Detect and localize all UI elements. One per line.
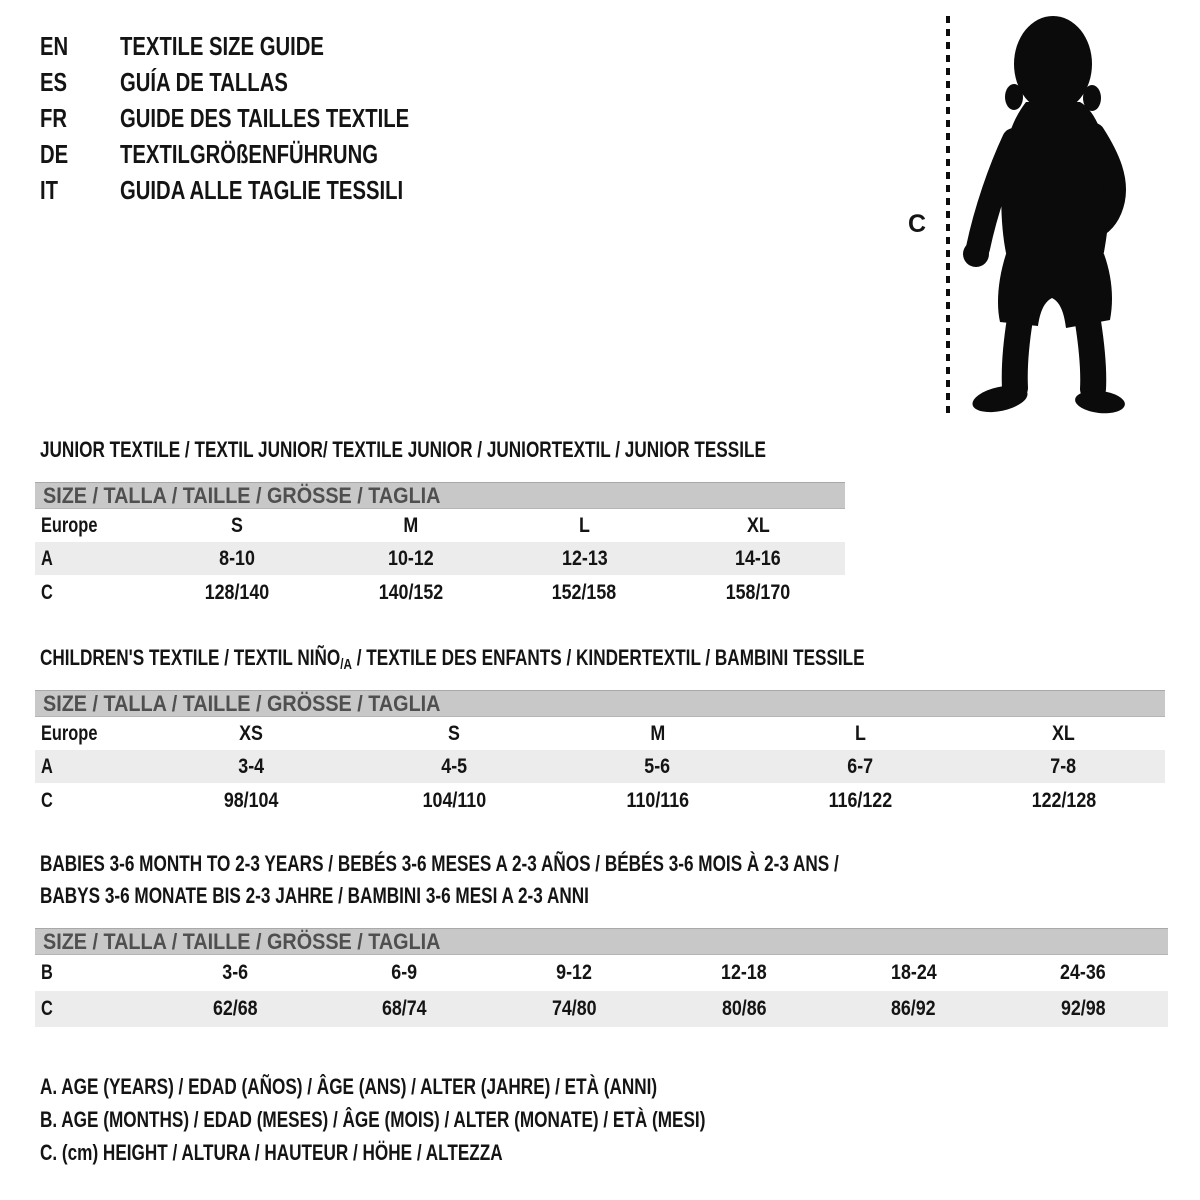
months-value: 6-9 (391, 961, 418, 984)
language-row (40, 136, 491, 172)
size-label: S (448, 721, 461, 745)
language-code: FR (40, 102, 68, 133)
babies-heading-line1: BABIES 3-6 MONTH TO 2-3 YEARS / BEBÉS 3-6 MESES A 2-3 AÑOS / BÉBÉS 3-6 MOIS À 2-3 ANS / (40, 851, 839, 876)
junior-column-header-row (35, 509, 845, 542)
row-label: A (41, 546, 53, 570)
language-row (40, 28, 491, 64)
height-value: 140/152 (378, 581, 443, 604)
measure-legend (40, 1070, 893, 1169)
children-column-header-row (35, 717, 1165, 750)
row-label: A (41, 754, 53, 778)
guide-title: GUIDE DES TAILLES TEXTILE (120, 102, 410, 133)
babies-height-row (35, 991, 1168, 1027)
age-value: 3-4 (238, 754, 265, 778)
height-value: 74/80 (551, 997, 597, 1020)
babies-months-row (35, 955, 1168, 991)
size-label: XL (746, 513, 770, 537)
row-label: C (41, 581, 53, 604)
legend-line-a: A. AGE (YEARS) / EDAD (AÑOS) / ÂGE (ANS) / ALTER (JAHRE) / ETÀ (ANNI) (40, 1074, 658, 1099)
age-value: 6-7 (847, 754, 874, 778)
region-label: Europe (41, 721, 98, 745)
guide-title: GUÍA DE TALLAS (120, 66, 288, 97)
language-code: ES (40, 66, 68, 97)
height-value: 86/92 (891, 997, 936, 1020)
height-value: 98/104 (224, 789, 279, 812)
height-value: 128/140 (204, 581, 270, 604)
age-value: 8-10 (219, 546, 255, 570)
row-label: C (41, 789, 53, 812)
language-row (40, 64, 491, 100)
language-title-list (40, 28, 491, 208)
height-value: 104/110 (422, 789, 487, 812)
height-value: 116/122 (828, 789, 893, 812)
children-age-row (35, 750, 1165, 783)
height-value: 158/170 (725, 581, 791, 604)
size-label: S (230, 513, 243, 537)
size-header-band: SIZE / TALLA / TAILLE / GRÖSSE / TAGLIA (35, 928, 1168, 955)
language-row (40, 172, 491, 208)
language-code: IT (40, 174, 59, 205)
months-value: 9-12 (556, 961, 593, 984)
height-value: 110/116 (626, 789, 689, 812)
babies-heading-line2: BABYS 3-6 MONATE BIS 2-3 JAHRE / BAMBINI 3-6 MESI A 2-3 ANNI (40, 883, 589, 908)
size-label: XL (1052, 721, 1075, 745)
junior-age-row (35, 542, 845, 575)
height-value: 152/158 (552, 581, 617, 604)
legend-line-b: B. AGE (MONTHS) / EDAD (MESES) / ÂGE (MOIS) / ALTER (MONATE) / ETÀ (MESI) (40, 1107, 706, 1132)
age-value: 5-6 (644, 754, 671, 778)
age-value: 14-16 (735, 546, 781, 570)
size-label: L (855, 721, 866, 745)
height-value: 62/68 (212, 997, 258, 1020)
row-label: C (41, 997, 53, 1020)
height-measure-dashed-line (946, 16, 950, 416)
junior-section-heading: JUNIOR TEXTILE / TEXTIL JUNIOR/ TEXTILE JUNIOR / JUNIORTEXTIL / JUNIOR TESSILE (40, 437, 766, 462)
size-label: M (650, 721, 665, 745)
children-section-heading: CHILDREN'S TEXTILE / TEXTIL NIÑO/A / TEXTILE DES ENFANTS / KINDERTEXTIL / BAMBINI TESSILE (40, 642, 1097, 677)
nino-a-subscript: /A (340, 656, 352, 673)
age-value: 12-13 (561, 546, 608, 570)
region-label: Europe (41, 513, 98, 537)
size-label: M (403, 513, 419, 537)
age-value: 10-12 (387, 546, 434, 570)
height-value: 92/98 (1060, 997, 1106, 1020)
junior-size-table (35, 482, 845, 611)
height-value: 68/74 (382, 997, 427, 1020)
language-row (40, 100, 491, 136)
guide-title: GUIDA ALLE TAGLIE TESSILI (120, 174, 404, 205)
toddler-silhouette-icon (958, 12, 1142, 418)
age-value: 4-5 (441, 754, 468, 778)
months-value: 24-36 (1060, 961, 1106, 984)
height-value: 80/86 (721, 997, 767, 1020)
babies-size-table (35, 928, 1168, 1027)
legend-line-c: C. (cm) HEIGHT / ALTURA / HAUTEUR / HÖHE / ALTEZZA (40, 1140, 503, 1165)
guide-title: TEXTILGRÖßENFÜHRUNG (120, 138, 378, 169)
size-label: L (578, 513, 590, 537)
language-code: EN (40, 30, 69, 61)
children-height-row (35, 783, 1165, 819)
children-size-table (35, 690, 1165, 819)
guide-title: TEXTILE SIZE GUIDE (120, 30, 324, 61)
row-label: B (41, 961, 53, 984)
months-value: 3-6 (221, 961, 248, 984)
age-value: 7-8 (1050, 754, 1077, 778)
junior-height-row (35, 575, 845, 611)
size-header-band: SIZE / TALLA / TAILLE / GRÖSSE / TAGLIA (35, 482, 845, 509)
months-value: 18-24 (890, 961, 937, 984)
height-measure-label: C (908, 210, 927, 238)
size-header-band: SIZE / TALLA / TAILLE / GRÖSSE / TAGLIA (35, 690, 1165, 717)
language-code: DE (40, 138, 69, 169)
babies-section-heading (40, 848, 1064, 912)
size-label: XS (239, 721, 264, 745)
height-value: 122/128 (1031, 789, 1096, 812)
months-value: 12-18 (720, 961, 767, 984)
